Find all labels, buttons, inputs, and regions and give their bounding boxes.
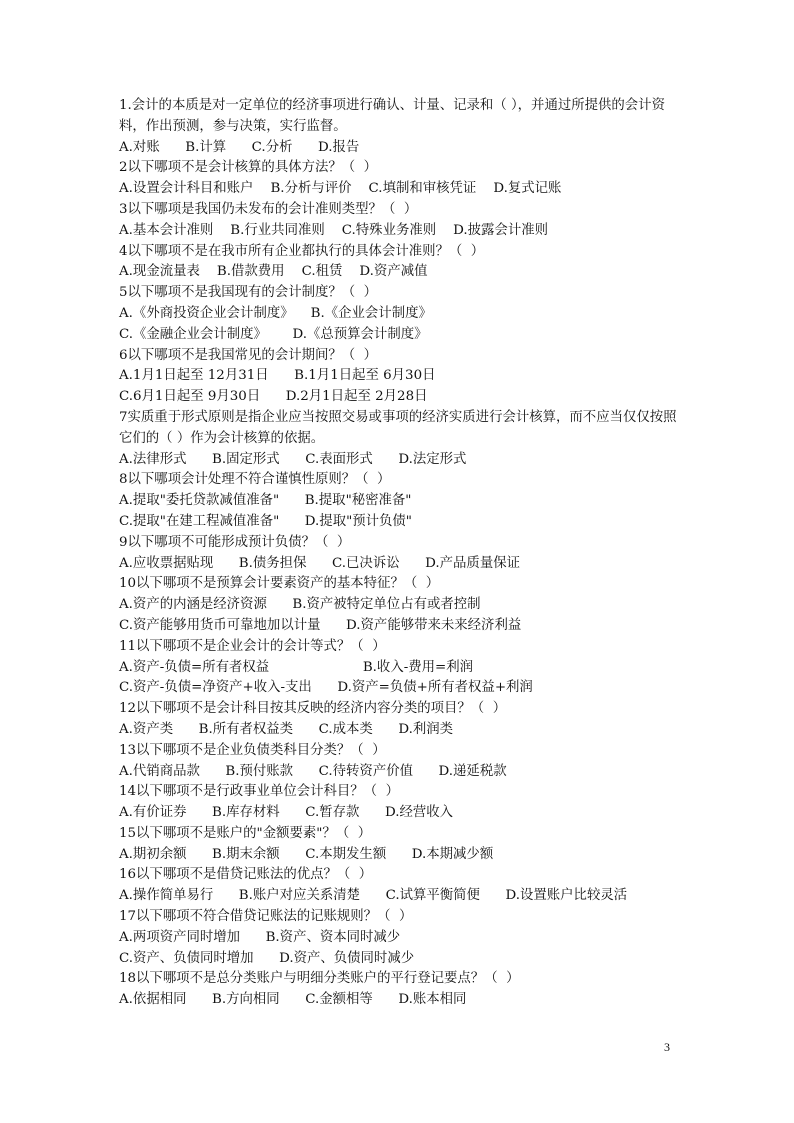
question-16: 16以下哪项不是借贷记账法的优点？（ ） [119, 867, 373, 883]
options-10-cd: C.资产能够用货币可靠地加以计量 D.资产能够带来未来经济利益 [119, 617, 522, 633]
question-8: 8以下哪项会计处理不符合谨慎性原则？（ ） [119, 472, 391, 488]
options-5-ab: A.《外商投资企业会计制度》 B.《企业会计制度》 [119, 305, 432, 321]
page-number: 3 [664, 1040, 670, 1054]
options-3: A.基本会计准则 B.行业共同准则 C.特殊业务准则 D.披露会计准则 [119, 222, 549, 238]
options-12: A.资产类 B.所有者权益类 C.成本类 D.利润类 [119, 721, 454, 737]
question-3: 3以下哪项是我国仍未发布的会计准则类型？（ ） [119, 201, 418, 217]
question-5: 5以下哪项不是我国现有的会计制度？（ ） [119, 285, 378, 301]
options-16: A.操作简单易行 B.账户对应关系清楚 C.试算平衡简便 D.设置账户比较灵活 [119, 888, 628, 904]
options-8-cd: C.提取"在建工程减值准备" D.提取"预计负债" [119, 513, 412, 529]
options-10-ab: A.资产的内涵是经济资源 B.资产被特定单位占有或者控制 [119, 597, 481, 613]
options-18: A.依据相同 B.方向相同 C.金额相等 D.账本相同 [119, 992, 467, 1008]
options-14: A.有价证券 B.库存材料 C.暂存款 D.经营收入 [119, 805, 454, 821]
question-6: 6以下哪项不是我国常见的会计期间？（ ） [119, 347, 378, 363]
question-12: 12以下哪项不是会计科目按其反映的经济内容分类的项目？（ ） [119, 701, 507, 717]
options-11-cd: C.资产-负债=净资产+收入-支出 D.资产=负债+所有者权益+利润 [119, 680, 533, 696]
options-7: A.法律形式 B.固定形式 C.表面形式 D.法定形式 [119, 451, 467, 467]
options-15: A.期初余额 B.期末余额 C.本期发生额 D.本期减少额 [119, 846, 494, 862]
question-18: 18以下哪项不是总分类账户与明细分类账户的平行登记要点？（ ） [119, 971, 520, 987]
question-11: 11以下哪项不是企业会计的会计等式？（ ） [119, 638, 386, 654]
options-17-cd: C.资产、负债同时增加 D.资产、负债同时减少 [119, 950, 415, 966]
options-2: A.设置会计科目和账户 B.分析与评价 C.填制和审核凭证 D.复式记账 [119, 181, 562, 197]
question-list [119, 96, 684, 1011]
question-2: 2以下哪项不是会计核算的具体方法？（ ） [119, 160, 378, 176]
question-1: 1.会计的本质是对一定单位的经济事项进行确认、计量、记录和（ ），并通过所提供的会计资料，作出预测，参与决策，实行监督。 [119, 98, 665, 134]
options-5-cd: C.《金融企业会计制度》 D.《总预算会计制度》 [119, 326, 428, 342]
question-14: 14以下哪项不是行政事业单位会计科目？（ ） [119, 784, 399, 800]
options-4: A.现金流量表 B.借款费用 C.租赁 D.资产减值 [119, 264, 428, 280]
options-8-ab: A.提取"委托贷款减值准备" B.提取"秘密准备" [119, 493, 412, 509]
options-13: A.代销商品款 B.预付账款 C.待转资产价值 D.递延税款 [119, 763, 507, 779]
question-4: 4以下哪项不是在我市所有企业都执行的具体会计准则？（ ） [119, 243, 485, 259]
question-13: 13以下哪项不是企业负债类科目分类？（ ） [119, 742, 386, 758]
options-6-ab: A.1月1日起至 12月31日 B.1月1日起至 6月30日 [119, 368, 436, 384]
question-15: 15以下哪项不是账户的"金额要素"？（ ） [119, 825, 372, 841]
options-6-cd: C.6月1日起至 9月30日 D.2月1日起至 2月28日 [119, 389, 428, 405]
question-9: 9以下哪项不可能形成预计负债？（ ） [119, 534, 351, 550]
options-17-ab: A.两项资产同时增加 B.资产、资本同时减少 [119, 929, 401, 945]
options-1: A.对账 B.计算 C.分析 D.报告 [119, 139, 360, 155]
question-17: 17以下哪项不符合借贷记账法的记账规则？（ ） [119, 909, 413, 925]
question-10: 10以下哪项不是预算会计要素资产的基本特征？（ ） [119, 576, 440, 592]
options-9: A.应收票据贴现 B.债务担保 C.已决诉讼 D.产品质量保证 [119, 555, 520, 571]
question-7: 7实质重于形式原则是指企业应当按照交易或事项的经济实质进行会计核算，而不应当仅仅按照它们的（ ）作为会计核算的依据。 [119, 409, 677, 446]
options-11-ab: A.资产-负债=所有者权益 B.收入-费用=利润 [119, 659, 474, 675]
